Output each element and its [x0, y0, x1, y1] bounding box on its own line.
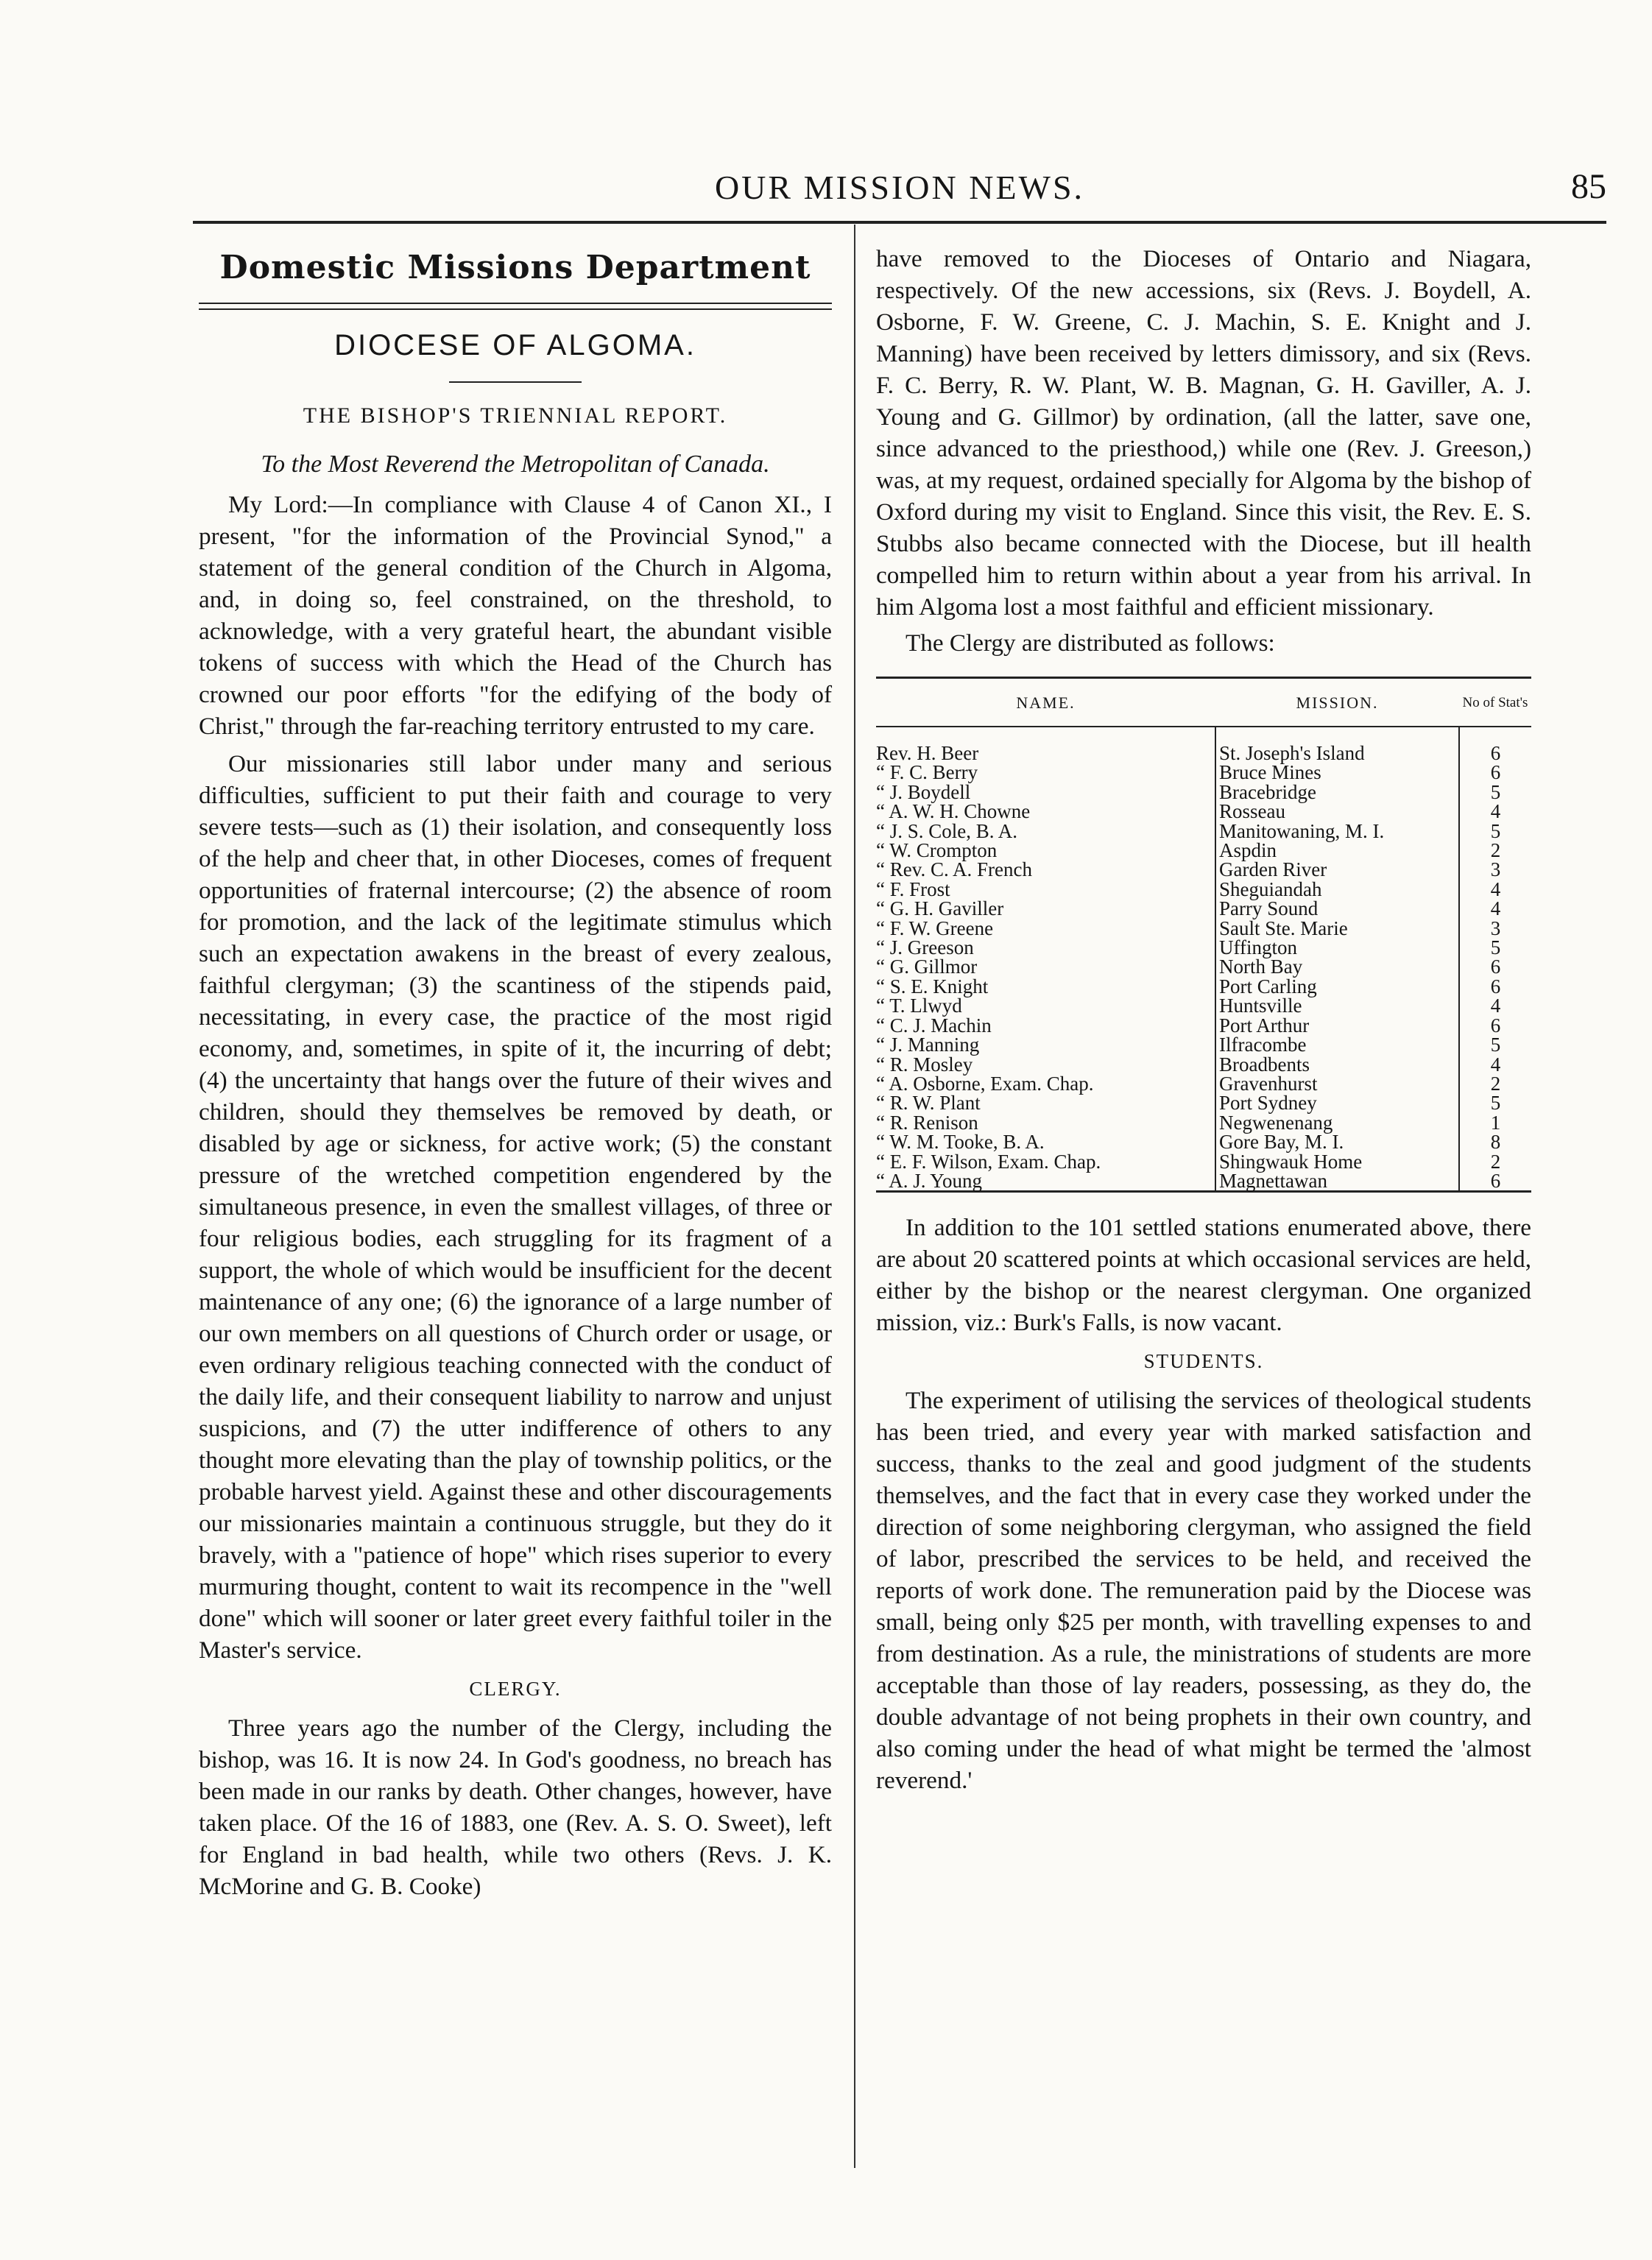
cell-name: “ A. W. H. Chowne — [876, 802, 1215, 821]
address-line: To the Most Reverend the Metropolitan of Canada. — [261, 451, 770, 478]
paragraph: The experiment of utilising the services of theological students has been tried, and every year with marked satisfaction and success, thanks to the zeal and good judgment of the students themselves, and the fact that in every case they worked under the direction of some neighboring clergyman, who assigned the field of labor, prescribed the services to be held, and received the reports of work done. The remuneration paid by the Diocese was small, being only $25 per month, with travelling expenses to and from destination. As a rule, the ministrations of students are more acceptable than those of lay readers, possessing, as they do, the double advantage of not being prophets in their own country, and also coming under the head of what might be termed the 'almost reverend.' — [876, 1387, 1531, 1795]
cell-mission: Sheguiandah — [1215, 880, 1459, 899]
cell-mission: Ilfracombe — [1215, 1035, 1459, 1054]
cell-mission: Uffington — [1215, 938, 1459, 957]
table-row — [876, 919, 1531, 938]
page-number: 85 — [1571, 167, 1606, 206]
table-row — [876, 1171, 1531, 1192]
cell-name: “ G. H. Gaviller — [876, 899, 1215, 918]
table-row — [876, 996, 1531, 1015]
cell-name: “ R. Mosley — [876, 1055, 1215, 1074]
cell-name: “ J. Greeson — [876, 938, 1215, 957]
column-header-mission: MISSION. — [1215, 678, 1459, 727]
table-row — [876, 1152, 1531, 1171]
cell-mission: Negwenenang — [1215, 1113, 1459, 1132]
paragraph: Three years ago the number of the Clergy, including the bishop, was 16. It is now 24. In God's goodness, no breach has been made in our ranks by death. Other changes, however, have taken place. Of the 16 of 1883, one (Rev. A. S. O. Sweet), left for England in bad health, while two others (Revs. J. K. McMorine and G. B. Cooke) — [199, 1715, 832, 1900]
cell-name: “ T. Llwyd — [876, 996, 1215, 1015]
paragraph: In addition to the 101 settled stations enumerated above, there are about 20 scattered points at which occasional services are held, either by the bishop or the nearest clergyman. One organized mission, viz.: Burk's Falls, is now vacant. — [876, 1214, 1531, 1337]
table-row — [876, 727, 1531, 763]
clergy-heading: CLERGY. — [469, 1678, 562, 1700]
cell-mission: Broadbents — [1215, 1055, 1459, 1074]
cell-mission: Bruce Mines — [1215, 763, 1459, 782]
report-title: THE BISHOP'S TRIENNIAL REPORT. — [303, 403, 728, 428]
cell-stations: 4 — [1490, 1053, 1501, 1076]
paragraph: My Lord:—In compliance with Clause 4 of Canon XI., I present, "for the information of the Provincial Synod," a statement of the general condition of the Church in Algoma, and, in doing so, feel constrained, on the threshold, to acknowledge, with a very grateful heart, the abundant visible tokens of success with which the Head of the Church has crowned our poor efforts "for the edifying of the body of Christ," through the far-reaching territory entrusted to my care. — [199, 491, 832, 740]
cell-stations: 6 — [1490, 1169, 1501, 1192]
cell-mission: Rosseau — [1215, 802, 1459, 821]
cell-name: Rev. H. Beer — [876, 727, 1215, 763]
cell-name: “ S. E. Knight — [876, 977, 1215, 996]
table-row — [876, 1093, 1531, 1112]
paragraph: have removed to the Dioceses of Ontario and Niagara, respectively. Of the new accessions, six (Revs. J. Boydell, A. Osborne, F. W. Greene, C. J. Machin, S. E. Knight and J. Manning) have been received by letters dimissory, and six (Revs. F. C. Berry, R. W. Plant, W. B. Magnan, G. H. Gaviller, A. J. Young and G. Gillmor) by ordination, (all the latter, save one, since advanced to the priesthood,) while one (Rev. J. Greeson,) was, at my request, ordained specially for Algoma by the bishop of Oxford during my visit to England. Since this visit, the Rev. E. S. Stubbs also became connected with the Diocese, but ill health compelled him to return within about a year from his arrival. In him Algoma lost a most faithful and efficient missionary. — [876, 245, 1531, 621]
cell-stations: 4 — [1490, 800, 1501, 823]
department-heading: Domestic Missions Department — [219, 249, 811, 286]
cell-name: “ Rev. C. A. French — [876, 860, 1215, 879]
cell-name: “ F. W. Greene — [876, 919, 1215, 938]
cell-mission: Garden River — [1215, 860, 1459, 879]
diocese-heading: DIOCESE OF ALGOMA. — [334, 329, 696, 361]
cell-name: “ W. M. Tooke, B. A. — [876, 1132, 1215, 1151]
cell-mission: Port Arthur — [1215, 1016, 1459, 1035]
header-rule — [193, 221, 1606, 224]
table-row — [876, 1055, 1531, 1074]
cell-mission: North Bay — [1215, 957, 1459, 976]
cell-name: “ A. J. Young — [876, 1171, 1215, 1192]
clergy-table — [876, 677, 1531, 1193]
cell-stations: 2 — [1490, 839, 1501, 862]
double-rule — [199, 303, 832, 310]
table-row — [876, 802, 1531, 821]
table-row — [876, 977, 1531, 996]
cell-stations: 5 — [1490, 819, 1501, 842]
table-row — [876, 1016, 1531, 1035]
table-intro: The Clergy are distributed as follows: — [906, 629, 1275, 657]
cell-stations: 4 — [1490, 877, 1501, 900]
page-header — [193, 163, 1606, 215]
cell-mission: St. Joseph's Island — [1215, 727, 1459, 763]
paragraph: Our missionaries still labor under many and serious difficulties, sufficient to put their faith and courage to very severe tests—such as (1) their isolation, and consequently loss of the help and cheer that, in other Dioceses, comes of frequent opportunities of fraternal intercourse; (2) the absence of room for promotion, and the lack of the legitimate stimulus which such an expectation awakens in the breast of every zealous, faithful clergyman; (3) the scantiness of the stipends paid, necessitating, in every case, the practice of the most rigid economy, and, sometimes, in spite of it, the incurring of debt; (4) the uncertainty that hangs over the future of their wives and children, should they themselves be removed by death, or disabled by age or sickness, for active work; (5) the constant pressure of the wretched competition engendered by the simultaneous presence, in even the smallest villages, of three or four religious bodies, each struggling for its fragment of a support, the whole of which would be insufficient for the decent maintenance of any one; (6) the ignorance of a large number of our own members on all questions of Church order or usage, or even ordinary religious teaching connected with the conduct of the daily life, and their consequent liability to narrow and unjust suspicions, and (7) the utter indifference of others to any thought more elevating than the play of township politics, or the probable harvest yield. Against these and other discouragements our missionaries maintain a continuous struggle, but they do it bravely, with a "patience of hope" which rises superior to every murmuring thought, content to wait its recompence in the "well done" which will sooner or later greet every faithful toiler in the Master's service. — [199, 750, 832, 1664]
cell-stations: 4 — [1490, 897, 1501, 920]
column-header-stations: No of Stat's — [1459, 678, 1531, 727]
cell-stations: 6 — [1490, 761, 1501, 784]
cell-name: “ R. Renison — [876, 1113, 1215, 1132]
column-header-name: NAME. — [876, 678, 1215, 727]
cell-name: “ C. J. Machin — [876, 1016, 1215, 1035]
table-row — [876, 899, 1531, 918]
cell-stations: 3 — [1490, 917, 1501, 939]
cell-name: “ F. Frost — [876, 880, 1215, 899]
cell-mission: Shingwauk Home — [1215, 1152, 1459, 1171]
table-row — [876, 1035, 1531, 1054]
cell-stations: 4 — [1490, 995, 1501, 1017]
cell-name: “ G. Gillmor — [876, 957, 1215, 976]
cell-stations: 5 — [1490, 1034, 1501, 1056]
cell-mission: Gore Bay, M. I. — [1215, 1132, 1459, 1151]
cell-stations: 5 — [1490, 936, 1501, 959]
cell-stations: 5 — [1490, 780, 1501, 803]
clergy-table-body — [876, 727, 1531, 1192]
cell-mission: Manitowaning, M. I. — [1215, 822, 1459, 841]
cell-mission: Bracebridge — [1215, 783, 1459, 802]
students-heading: STUDENTS. — [1143, 1350, 1264, 1373]
left-column — [199, 243, 832, 1902]
cell-mission: Magnettawan — [1215, 1171, 1459, 1192]
short-rule — [449, 381, 582, 383]
cell-stations: 8 — [1490, 1131, 1501, 1154]
cell-stations: 5 — [1490, 1092, 1501, 1115]
cell-name: “ E. F. Wilson, Exam. Chap. — [876, 1152, 1215, 1171]
cell-mission: Port Sydney — [1215, 1093, 1459, 1112]
cell-stations: 1 — [1490, 1111, 1501, 1134]
cell-name: “ A. Osborne, Exam. Chap. — [876, 1074, 1215, 1093]
right-column — [876, 243, 1531, 1796]
table-row — [876, 1113, 1531, 1132]
table-row — [876, 841, 1531, 860]
table-row — [876, 957, 1531, 976]
cell-mission: Aspdin — [1215, 841, 1459, 860]
table-row — [876, 763, 1531, 782]
cell-mission: Gravenhurst — [1215, 1074, 1459, 1093]
cell-name: “ J. Boydell — [876, 783, 1215, 802]
cell-name: “ W. Crompton — [876, 841, 1215, 860]
cell-mission: Parry Sound — [1215, 899, 1459, 918]
cell-mission: Huntsville — [1215, 996, 1459, 1015]
cell-stations: 6 — [1490, 1014, 1501, 1037]
column-divider — [854, 225, 855, 2168]
cell-stations: 6 — [1490, 742, 1501, 764]
cell-name: “ R. W. Plant — [876, 1093, 1215, 1112]
cell-mission: Port Carling — [1215, 977, 1459, 996]
table-row — [876, 1132, 1531, 1151]
table-row — [876, 938, 1531, 957]
table-row — [876, 1074, 1531, 1093]
cell-name: “ J. S. Cole, B. A. — [876, 822, 1215, 841]
cell-stations: 6 — [1490, 975, 1501, 997]
cell-stations: 2 — [1490, 1150, 1501, 1173]
cell-stations: 3 — [1490, 858, 1501, 881]
cell-stations: 2 — [1490, 1072, 1501, 1095]
cell-stations: 6 — [1490, 956, 1501, 978]
table-row — [876, 783, 1531, 802]
cell-name: “ F. C. Berry — [876, 763, 1215, 782]
table-row — [876, 880, 1531, 899]
cell-name: “ J. Manning — [876, 1035, 1215, 1054]
table-row — [876, 860, 1531, 879]
table-row — [876, 822, 1531, 841]
cell-mission: Sault Ste. Marie — [1215, 919, 1459, 938]
publication-title: OUR MISSION NEWS. — [714, 169, 1085, 206]
